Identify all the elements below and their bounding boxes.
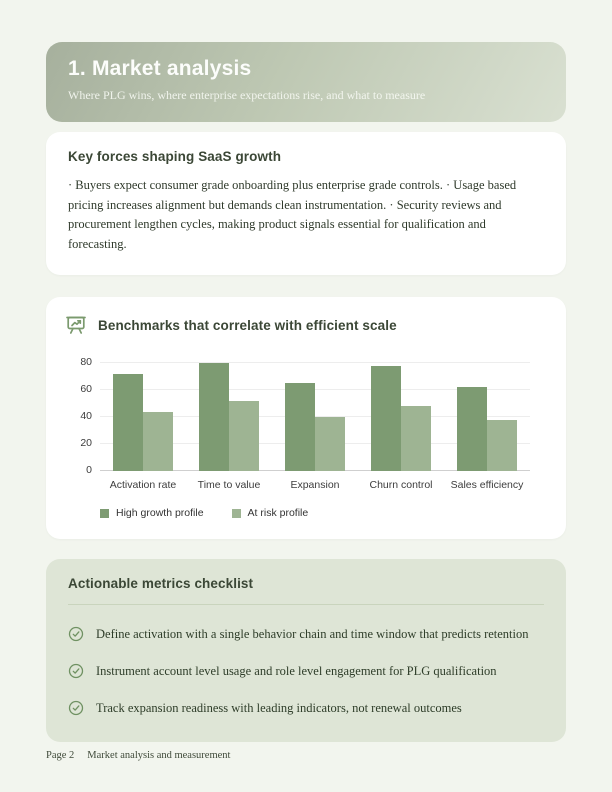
bar bbox=[371, 366, 401, 471]
key-forces-card bbox=[46, 132, 566, 275]
chart-header bbox=[64, 313, 548, 337]
checklist-item bbox=[68, 663, 544, 679]
legend-item bbox=[100, 507, 204, 519]
key-forces-body: · Buyers expect consumer grade onboarding plus enterprise grade controls. · Usage based pricing increases alignment but demands clean instrumentation. · Security reviews and procurement lengthen cycles, making product signals essential for qualification and forecasting. bbox=[68, 178, 517, 251]
chart-title: Benchmarks that correlate with efficient scale bbox=[98, 317, 397, 333]
bar bbox=[457, 387, 487, 471]
y-tick-label: 60 bbox=[80, 383, 92, 395]
bar bbox=[285, 383, 315, 471]
checklist-item-text: Define activation with a single behavior chain and time window that predicts retention bbox=[96, 626, 529, 641]
bar bbox=[143, 412, 173, 471]
bar bbox=[229, 401, 259, 471]
section-title: 1. Market analysis bbox=[68, 57, 252, 80]
chart-legend bbox=[100, 507, 548, 519]
bar-group bbox=[186, 363, 272, 471]
y-tick-label: 20 bbox=[80, 437, 92, 449]
divider bbox=[68, 604, 544, 605]
checklist-card bbox=[46, 559, 566, 742]
presentation-chart-icon bbox=[64, 313, 88, 337]
checklist-item-text: Track expansion readiness with leading indicators, not renewal outcomes bbox=[96, 700, 462, 715]
bar-group bbox=[272, 363, 358, 471]
benchmarks-card bbox=[46, 297, 566, 539]
legend-swatch bbox=[100, 509, 109, 518]
check-circle-icon bbox=[68, 626, 84, 642]
y-tick-label: 80 bbox=[80, 356, 92, 368]
check-circle-icon bbox=[68, 663, 84, 679]
y-tick-label: 0 bbox=[86, 464, 92, 476]
bar-group bbox=[358, 363, 444, 471]
checklist-item-text: Instrument account level usage and role level engagement for PLG qualification bbox=[96, 663, 497, 678]
x-axis-label: Churn control bbox=[369, 479, 433, 491]
bar bbox=[487, 420, 517, 471]
checklist-item bbox=[68, 626, 544, 642]
x-axis-label: Sales efficiency bbox=[450, 479, 524, 491]
x-axis-label: Expansion bbox=[290, 479, 340, 491]
legend-label: High growth profile bbox=[116, 507, 204, 519]
legend-item bbox=[232, 507, 309, 519]
legend-label: At risk profile bbox=[247, 507, 309, 519]
checklist-heading: Actionable metrics checklist bbox=[68, 576, 254, 591]
bar-groups bbox=[100, 363, 530, 471]
section-banner bbox=[46, 42, 566, 122]
checklist-items bbox=[68, 626, 544, 716]
check-circle-icon bbox=[68, 700, 84, 716]
section-subtitle: Where PLG wins, where enterprise expectations rise, and what to measure bbox=[68, 88, 426, 102]
x-axis-label: Time to value bbox=[197, 479, 261, 491]
page-footer bbox=[46, 750, 230, 761]
page-number: Page 2 bbox=[46, 750, 75, 761]
bar-chart-plot-area bbox=[80, 356, 530, 476]
key-forces-heading: Key forces shaping SaaS growth bbox=[68, 149, 282, 164]
bar bbox=[315, 417, 345, 471]
bar bbox=[113, 374, 143, 471]
legend-swatch bbox=[232, 509, 241, 518]
y-tick-label: 40 bbox=[80, 410, 92, 422]
page-content bbox=[46, 0, 566, 742]
bar-group bbox=[100, 363, 186, 471]
bar-group bbox=[444, 363, 530, 471]
bar bbox=[199, 363, 229, 471]
x-axis-label: Activation rate bbox=[109, 479, 177, 491]
bar bbox=[401, 406, 431, 471]
footer-doc-title: Market analysis and measurement bbox=[87, 750, 231, 761]
x-axis-labels bbox=[100, 479, 530, 491]
checklist-item bbox=[68, 700, 544, 716]
